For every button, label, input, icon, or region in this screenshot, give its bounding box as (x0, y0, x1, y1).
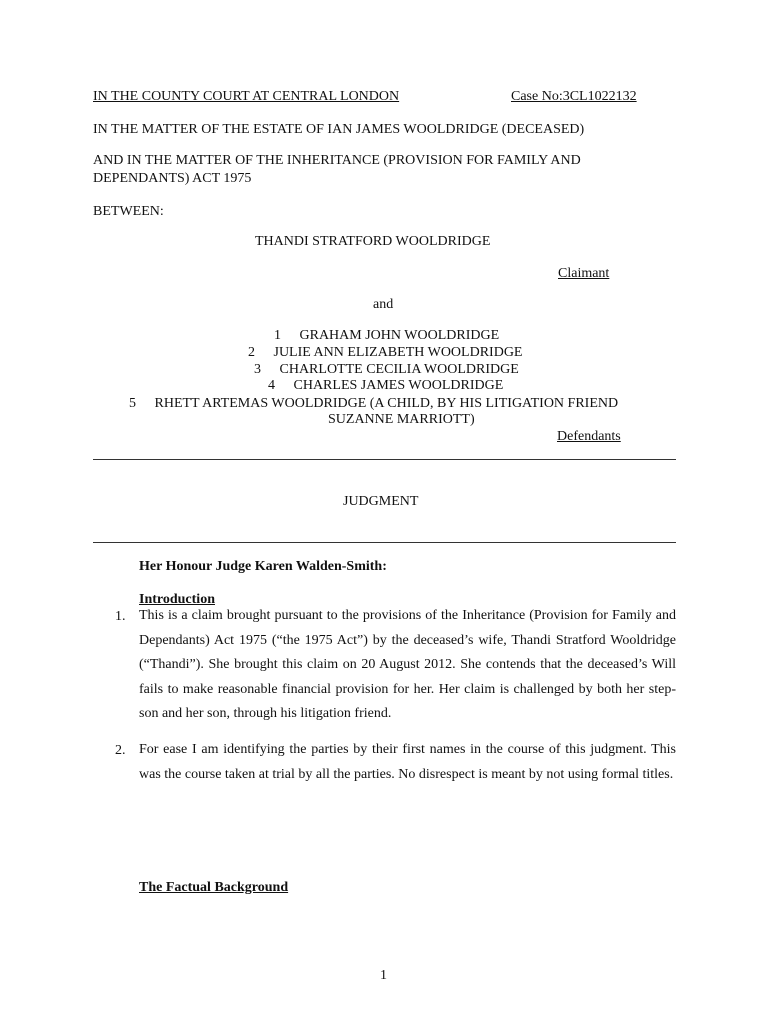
defendant-number: 2 (248, 345, 255, 360)
matter-act-line2: DEPENDANTS) ACT 1975 (93, 171, 252, 186)
paragraph-text: For ease I am identifying the parties by their first names in the course of this judgment. This was the course taken at trial by all the parties. No disrespect is meant by not using formal titles. (139, 742, 676, 782)
section-heading-factual-background: The Factual Background (139, 880, 289, 895)
claimant-name: THANDI STRATFORD WOOLDRIDGE (255, 234, 491, 249)
claimant-role: Claimant (558, 266, 610, 281)
paragraph-number: 1. (115, 609, 126, 624)
defendant-name: JULIE ANN ELIZABETH WOOLDRIDGE (273, 345, 523, 360)
court-heading: IN THE COUNTY COURT AT CENTRAL LONDON (93, 89, 400, 104)
defendant-number: 4 (268, 378, 275, 393)
paragraph-text: This is a claim brought pursuant to the provisions of the Inheritance (Provision for Family and Dependants) Act 1975 (“the 1975 Act”) by the deceased’s wife, Thandi Stratford Wooldridge (“Thandi”). She brought this claim on 20 August 2012. She contends that the deceased’s Will fails to make reasonable financial provision for her. Her claim is challenged by both her step-son and her son, through his litigation friend. (139, 608, 676, 721)
divider-bottom (93, 542, 676, 543)
defendant-5 (129, 395, 618, 412)
defendants-role: Defendants (557, 429, 621, 444)
defendant-name: RHETT ARTEMAS WOOLDRIDGE (A CHILD, BY HIS LITIGATION FRIEND (154, 396, 619, 411)
matter-act-line1: AND IN THE MATTER OF THE INHERITANCE (PROVISION FOR FAMILY AND (93, 153, 581, 168)
paragraph-number: 2. (115, 743, 126, 758)
defendant-1 (274, 327, 499, 344)
between-label: BETWEEN: (93, 204, 164, 219)
judgment-title: JUDGMENT (343, 494, 419, 509)
defendant-number: 1 (274, 328, 281, 343)
defendant-2 (248, 344, 522, 361)
defendant-3 (254, 361, 519, 378)
defendant-number: 5 (129, 396, 136, 411)
matter-estate: IN THE MATTER OF THE ESTATE OF IAN JAMES WOOLDRIDGE (DECEASED) (93, 122, 585, 137)
defendant-number: 3 (254, 362, 261, 377)
defendant-name: CHARLOTTE CECILIA WOOLDRIDGE (279, 362, 519, 377)
section-heading-introduction: Introduction (139, 592, 215, 607)
defendant-5-continuation: SUZANNE MARRIOTT) (328, 412, 475, 427)
and-label: and (373, 297, 394, 312)
page-number: 1 (380, 968, 387, 983)
defendant-name: GRAHAM JOHN WOOLDRIDGE (299, 328, 500, 343)
paragraph-1 (115, 604, 676, 729)
paragraph-2 (115, 738, 676, 814)
defendant-name: CHARLES JAMES WOOLDRIDGE (293, 378, 504, 393)
divider-top (93, 459, 676, 460)
case-number: Case No:3CL1022132 (511, 89, 637, 104)
judge-name: Her Honour Judge Karen Walden-Smith: (139, 559, 387, 574)
defendant-4 (268, 377, 503, 394)
